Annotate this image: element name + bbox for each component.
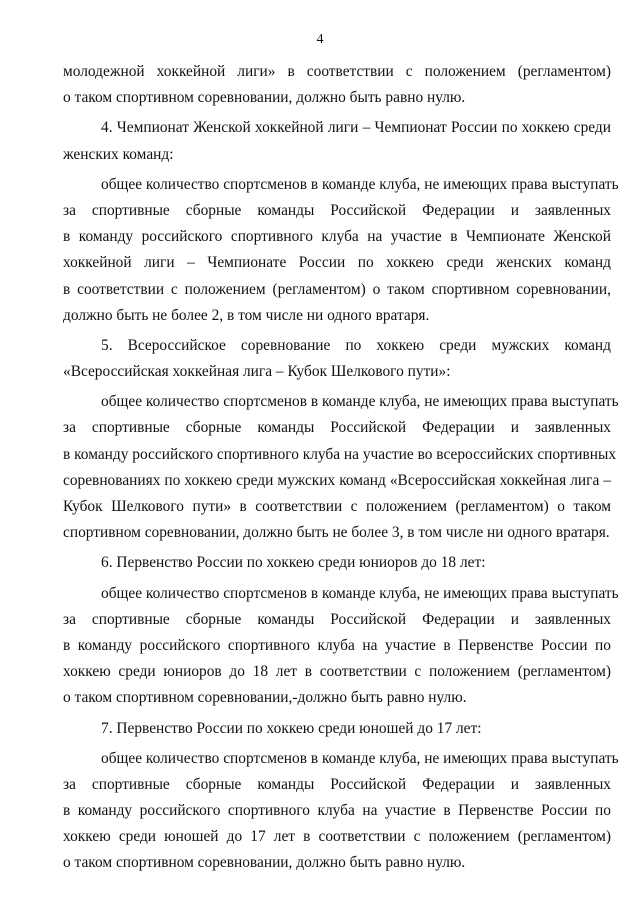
text-line: общее количество спортсменов в команде клуба, не имеющих права выступать (101, 749, 619, 767)
text-line: в соответствии с положением (регламентом) о таком спортивном соревновании, (63, 280, 611, 298)
text-line: спортивном соревновании, должно быть не более 3, в том числе ни одного вратаря. (63, 524, 610, 542)
text-line: 5. Всероссийское соревнование по хоккею среди мужских команд (101, 336, 611, 354)
text-line: общее количество спортсменов в команде клуба, не имеющих права выступать (101, 584, 619, 602)
text-line: молодежной хоккейной лиги» в соответствии с положением (регламентом) (63, 63, 611, 80)
text-line: должно быть не более 2, в том числе ни одного вратаря. (63, 306, 430, 324)
paragraph (63, 172, 619, 329)
list-item-heading (63, 716, 611, 742)
list-item-heading (63, 550, 611, 576)
list-item-heading (63, 115, 611, 167)
text-line: в команду российского спортивного клуба на участие в Чемпионате Женской (63, 228, 611, 246)
text-line: Кубок Шелкового пути» в соответствии с положением (регламентом) о таком (63, 498, 611, 515)
text-line: 6. Первенство России по хоккею среди юниоров до 18 лет: (101, 554, 486, 572)
text-line: о таком спортивном соревновании,-должно быть равно нулю. (63, 689, 467, 707)
list-item-heading (63, 333, 611, 385)
paragraph (63, 746, 619, 877)
text-line: соревнованиях по хоккею среди мужских команд «Всероссийская хоккейная лига – (63, 471, 611, 489)
text-line: хоккею среди юниоров до 18 лет в соответствии с положением (регламентом) (63, 663, 611, 681)
text-line: хоккею среди юношей до 17 лет в соответствии с положением (регламентом) (63, 828, 611, 846)
page-number: 4 (316, 32, 324, 47)
paragraph (63, 389, 619, 546)
text-line: о таком спортивном соревновании, должно быть равно нулю. (63, 89, 466, 107)
text-line: общее количество спортсменов в команде клуба, не имеющих права выступать (101, 393, 619, 411)
text-line: женских команд: (63, 145, 174, 163)
text-line: 7. Первенство России по хоккею среди юношей до 17 лет: (101, 719, 482, 737)
text-line: за спортивные сборные команды Российской Федерации и заявленных (63, 201, 611, 219)
text-line: в команду российского спортивного клуба на участие во всероссийских спортивных (63, 445, 617, 463)
paragraph (63, 581, 619, 712)
text-line: общее количество спортсменов в команде клуба, не имеющих права выступать (101, 175, 619, 193)
text-line: за спортивные сборные команды Российской Федерации и заявленных (63, 610, 611, 628)
text-line: в команду российского спортивного клуба на участие в Первенстве России по (63, 636, 611, 654)
text-line: «Всероссийская хоккейная лига – Кубок Шелкового пути»: (63, 363, 451, 381)
document-body (63, 59, 619, 877)
text-line: за спортивные сборные команды Российской Федерации и заявленных (63, 419, 611, 437)
text-line: в команду российского спортивного клуба на участие в Первенстве России по (63, 802, 611, 820)
paragraph (63, 59, 611, 111)
text-line: хоккейной лиги – Чемпионате России по хоккею среди женских команд (63, 254, 611, 272)
text-line: о таком спортивном соревновании, должно быть равно нулю. (63, 854, 466, 872)
text-line: за спортивные сборные команды Российской Федерации и заявленных (63, 775, 611, 793)
text-line: 4. Чемпионат Женской хоккейной лиги – Чемпионат России по хоккею среди (101, 119, 611, 137)
